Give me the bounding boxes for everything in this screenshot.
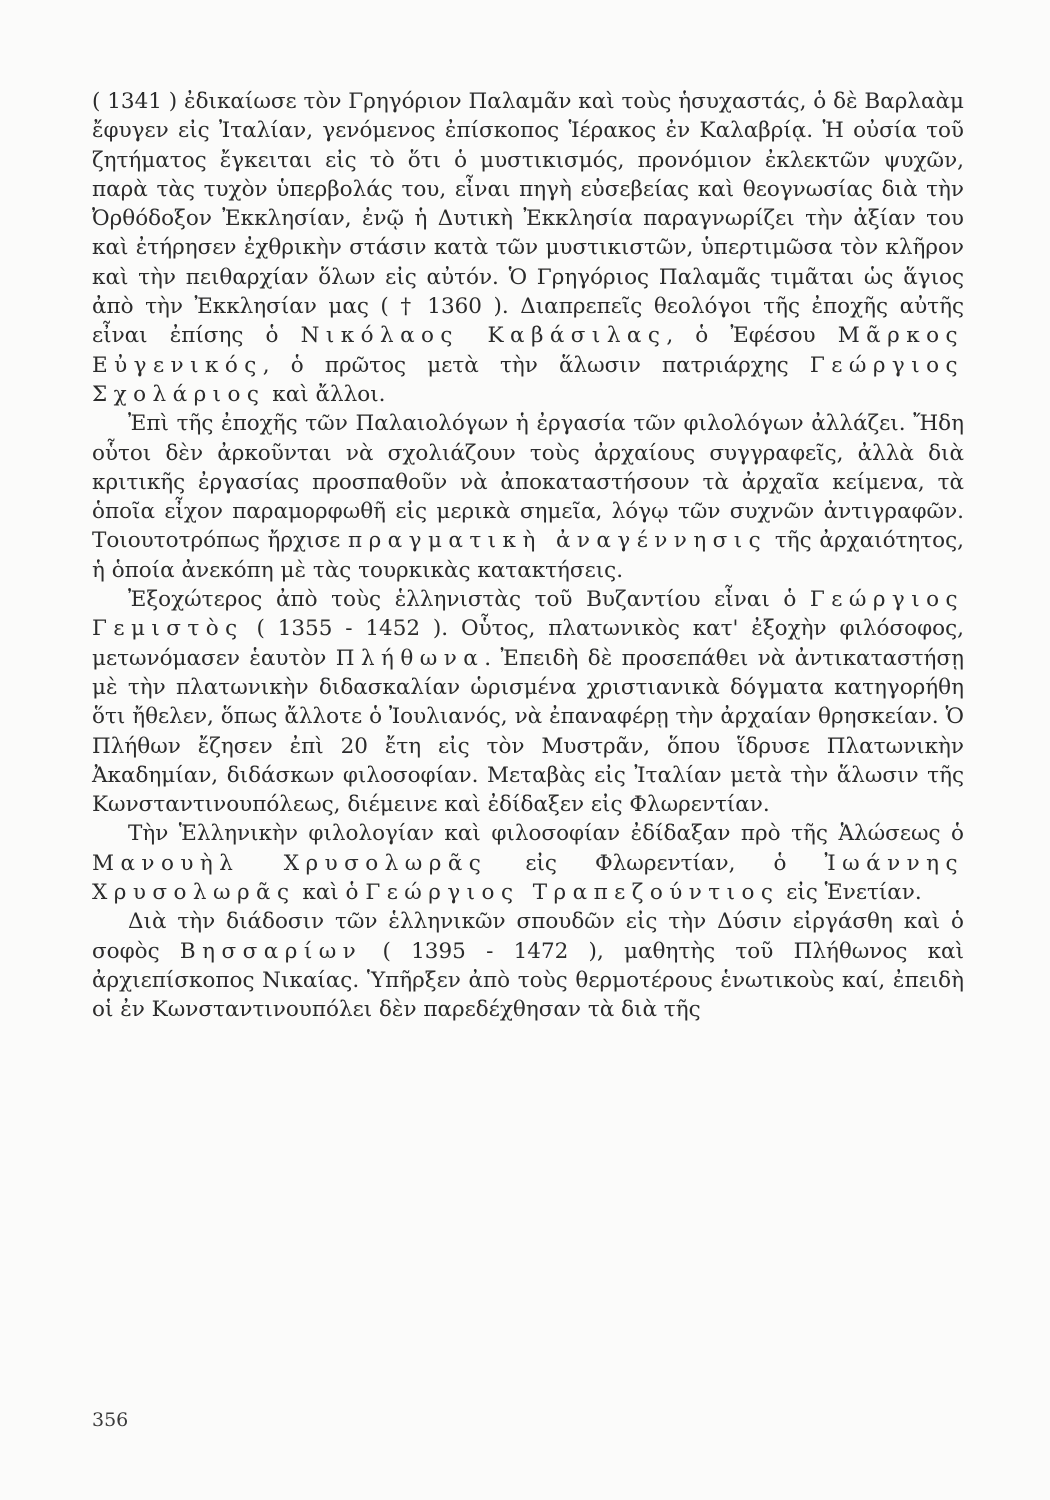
text-run: . Ἐπειδὴ δὲ προσεπάθει νὰ ἀντικαταστήσῃ μὲ τὴν πλατωνικὴν διδασκαλίαν ὡρισμένα χριστιανικὰ δόγματα κατηγορήθη ὅτι ἤθελεν, ὅπως ἄλλοτε ὁ Ἰουλιανός, νὰ ἐπαναφέρῃ τὴν ἀρχαίαν θρησκείαν. Ὁ Πλήθων ἔζησεν ἐπὶ 20 ἔτη εἰς τὸν Μυστρᾶν, ὅπου ἵδρυσε Πλατωνικὴν Ἀκαδημίαν, διδάσκων φιλοσοφίαν. Μεταβὰς εἰς Ἰταλίαν μετὰ τὴν ἅλωσιν τῆς Κωνσταντινουπόλεως, διέμεινε καὶ ἐδίδαξεν εἰς Φλωρεντίαν. xyxy=(92,645,964,818)
spaced-name: Βησσαρίων xyxy=(179,938,363,964)
spaced-name: πραγματικὴ ἀναγέννησις xyxy=(348,528,768,554)
paragraph xyxy=(92,585,964,819)
spaced-name: Νικόλαος Καβάσιλας xyxy=(300,323,667,349)
text-run: Τὴν Ἑλληνικὴν φιλολογίαν καὶ φιλοσοφίαν ἐδίδαξαν πρὸ τῆς Ἁλώσεως ὁ xyxy=(128,821,964,847)
spaced-name: Γεώργιος Τραπεζούντιος xyxy=(365,880,780,906)
text-run: καὶ ὁ xyxy=(295,880,366,906)
text-run: Διὰ τὴν διάδοσιν τῶν ἑλληνικῶν σπουδῶν εἰς τὴν Δύσιν εἰργάσθη καὶ ὁ σοφὸς xyxy=(92,909,964,964)
text-run: , ὁ Ἐφέσου xyxy=(666,323,838,349)
text-run: ( 1355 - 1452 ). Οὗτος, πλατωνικὸς κατ' ἐξοχὴν φιλόσοφος, μετωνόμασεν ἑαυτὸν xyxy=(92,616,964,671)
paragraph xyxy=(92,87,964,409)
page-number: 356 xyxy=(92,1409,129,1431)
spaced-name: Γεώργιος Γεμιστὸς xyxy=(92,587,964,642)
text-run: εἰς Ἑνετίαν. xyxy=(779,880,922,906)
text-run: ( 1341 ) ἐδικαίωσε τὸν Γρηγόριον Παλαμᾶν καὶ τοὺς ἡσυχαστάς, ὁ δὲ Βαρλαὰμ ἔφυγεν εἰς Ἰταλίαν, γενόμενος ἐπίσκοπος Ἱέρακος ἐν Καλαβρίᾳ. Ἡ οὐσία τοῦ ζητήματος ἔγκειται εἰς τὸ ὅτι ὁ μυστικισμός, προνόμιον ἐκλεκτῶν ψυχῶν, παρὰ τὰς τυχὸν ὑπερβολάς του, εἶναι πηγὴ εὐσεβείας καὶ θεογνωσίας διὰ τὴν Ὀρθόδοξον Ἐκκλησίαν, ἐνῷ ἡ Δυτικὴ Ἐκκλησία παραγνωρίζει τὴν ἀξίαν του καὶ ἐτήρησεν ἐχθρικὴν στάσιν κατὰ τῶν μυστικιστῶν, ὑπερτιμῶσα τὸν κλῆρον καὶ τὴν πειθαρχίαν ὅλων εἰς αὐτόν. Ὁ Γρηγόριος Παλαμᾶς τιμᾶται ὡς ἅγιος ἀπὸ τὴν Ἐκκλησίαν μας ( † 1360 ). Διαπρεπεῖς θεολόγοι τῆς ἐποχῆς αὐτῆς εἶναι ἐπίσης ὁ xyxy=(92,89,964,349)
spaced-name: Μᾶρκος Εὐγενικός xyxy=(92,323,964,378)
text-run: ( 1395 - 1472 ), μαθητὴς τοῦ Πλήθωνος καὶ ἀρχιεπίσκοπος Νικαίας. Ὑπῆρξεν ἀπὸ τοὺς θερμοτέρους ἑνωτικοὺς καί, ἐπειδὴ οἱ ἐν Κωνσταντινουπόλει δὲν παρεδέχθησαν τὰ διὰ τῆς xyxy=(92,938,965,1023)
text-run: τῆς ἀρχαιότητος, ἡ ὁποία ἀνεκόπη μὲ τὰς τουρκικὰς κατακτήσεις. xyxy=(92,528,965,583)
spaced-name: Ἰωάννης Χρυσολωρᾶς xyxy=(92,850,964,906)
text-run: Ἐξοχώτερος ἀπὸ τοὺς ἑλληνιστὰς τοῦ Βυζαντίου εἶναι ὁ xyxy=(128,587,810,613)
text-run: καὶ ἄλλοι. xyxy=(265,381,386,407)
paragraph xyxy=(92,409,964,585)
spaced-name: Γεώργιος Σχολάριος xyxy=(92,352,964,407)
spaced-name: Μανουὴλ Χρυσολωρᾶς xyxy=(92,850,488,876)
body-text xyxy=(92,87,964,1025)
spaced-name: Πλήθωνα xyxy=(335,645,485,671)
paragraph xyxy=(92,907,964,1024)
text-run: Ἐπὶ τῆς ἐποχῆς τῶν Παλαιολόγων ἡ ἐργασία τῶν φιλολόγων ἀλλάζει. Ἤδη οὗτοι δὲν ἀρκοῦνται νὰ σχολιάζουν τοὺς ἀρχαίους συγγραφεῖς, ἀλλὰ διὰ κριτικῆς ἐργασίας προσπαθοῦν νὰ ἀποκαταστήσουν τὰ ἀρχαῖα κείμενα, τὰ ὁποῖα εἶχον παραμορφωθῆ εἰς μερικὰ σημεῖα, λόγῳ τῶν συχνῶν ἀντιγραφῶν. Τοιουτοτρόπως ἤρχισε xyxy=(92,411,964,554)
paragraph xyxy=(92,819,964,907)
text-run: εἰς Φλωρεντίαν, ὁ xyxy=(487,850,825,876)
text-run: , ὁ πρῶτος μετὰ τὴν ἅλωσιν πατριάρχης xyxy=(262,352,810,378)
